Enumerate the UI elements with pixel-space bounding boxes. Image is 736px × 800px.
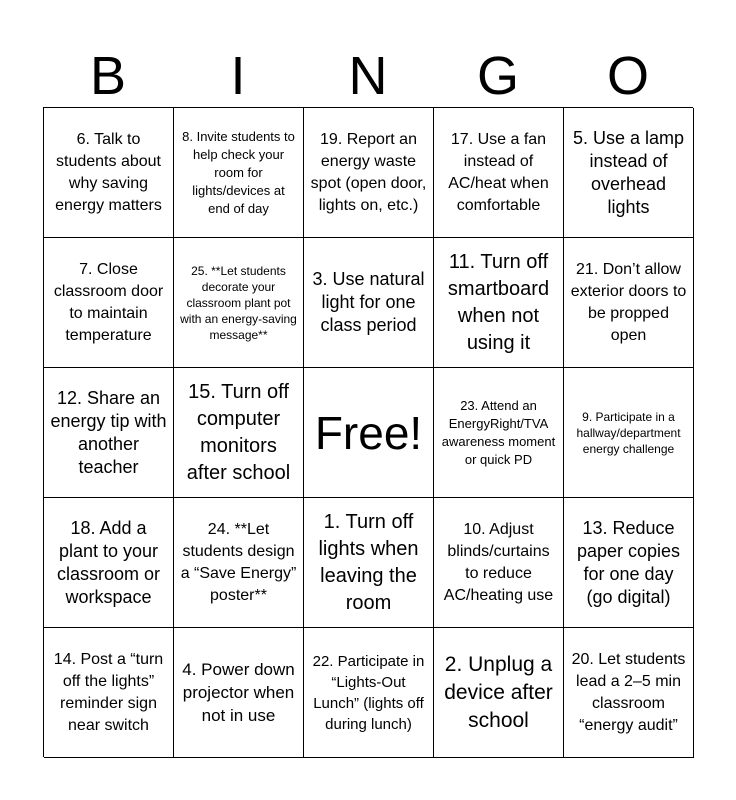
cell-text: 5. Use a lamp instead of overhead lights <box>572 127 685 217</box>
bingo-cell[interactable] <box>434 108 564 238</box>
bingo-cell[interactable] <box>434 368 564 498</box>
header-letter-o: O <box>606 46 649 106</box>
cell-text: 12. Share an energy tip with another teacher <box>50 387 167 477</box>
cell-text: 17. Use a fan instead of AC/heat when comfortable <box>448 130 549 214</box>
cell-text: 13. Reduce paper copies for one day (go digital) <box>576 517 681 607</box>
cell-text: 24. **Let students design a “Save Energy” poster** <box>180 520 297 604</box>
bingo-cell-free[interactable] <box>304 368 434 498</box>
bingo-cell[interactable] <box>564 238 694 368</box>
bingo-cell[interactable] <box>44 238 174 368</box>
bingo-cell[interactable] <box>44 498 174 628</box>
bingo-cell[interactable] <box>564 628 694 758</box>
cell-text: 18. Add a plant to your classroom or workspace <box>56 517 161 607</box>
cell-text: 3. Use natural light for one class period <box>312 269 425 335</box>
cell-text: 2. Unplug a device after school <box>444 652 553 732</box>
bingo-cell[interactable] <box>174 108 304 238</box>
cell-text: 10. Adjust blinds/curtains to reduce AC/heating use <box>443 520 554 604</box>
cell-text: 25. **Let students decorate your classroom plant pot with an energy-saving message** <box>180 263 297 342</box>
bingo-cell[interactable] <box>44 628 174 758</box>
cell-text: 20. Let students lead a 2–5 min classroom “energy audit” <box>571 650 686 734</box>
bingo-cell[interactable] <box>564 108 694 238</box>
cell-text: 23. Attend an EnergyRight/TVA awareness moment or quick PD <box>441 397 556 467</box>
cell-text: 6. Talk to students about why saving energy matters <box>55 130 162 214</box>
bingo-cell[interactable] <box>174 238 304 368</box>
cell-text: 22. Participate in “Lights-Out Lunch” (lights off during lunch) <box>312 652 425 733</box>
bingo-cell[interactable] <box>434 498 564 628</box>
bingo-cell[interactable] <box>174 368 304 498</box>
cell-text: 11. Turn off smartboard when not using it <box>447 250 550 354</box>
bingo-cell[interactable] <box>434 238 564 368</box>
cell-text: Free! <box>314 406 423 459</box>
cell-text: 7. Close classroom door to maintain temperature <box>53 260 164 344</box>
cell-text: 9. Participate in a hallway/department energy challenge <box>576 409 681 456</box>
bingo-cell[interactable] <box>564 368 694 498</box>
header-letter-b: B <box>89 46 127 106</box>
bingo-cell[interactable] <box>304 498 434 628</box>
bingo-cell[interactable] <box>564 498 694 628</box>
bingo-cell[interactable] <box>44 108 174 238</box>
bingo-cell[interactable] <box>434 628 564 758</box>
bingo-cell[interactable] <box>304 238 434 368</box>
bingo-grid <box>43 107 693 757</box>
cell-text: 19. Report an energy waste spot (open door, lights on, etc.) <box>310 130 427 214</box>
bingo-cell[interactable] <box>174 628 304 758</box>
bingo-cell[interactable] <box>304 108 434 238</box>
cell-text: 21. Don’t allow exterior doors to be propped open <box>570 260 687 344</box>
bingo-cell[interactable] <box>174 498 304 628</box>
cell-text: 14. Post a “turn off the lights” reminder sign near switch <box>53 650 164 734</box>
cell-text: 8. Invite students to help check your room for lights/devices at end of day <box>182 128 295 216</box>
cell-text: 1. Turn off lights when leaving the room <box>318 510 419 614</box>
cell-text: 4. Power down projector when not in use <box>182 660 295 725</box>
cell-text: 15. Turn off computer monitors after school <box>186 380 291 484</box>
header-letter-i: I <box>230 46 246 106</box>
header-letter-n: N <box>348 46 388 106</box>
bingo-cell[interactable] <box>44 368 174 498</box>
bingo-cell[interactable] <box>304 628 434 758</box>
header-letter-g: G <box>476 46 519 106</box>
bingo-header <box>43 46 693 106</box>
